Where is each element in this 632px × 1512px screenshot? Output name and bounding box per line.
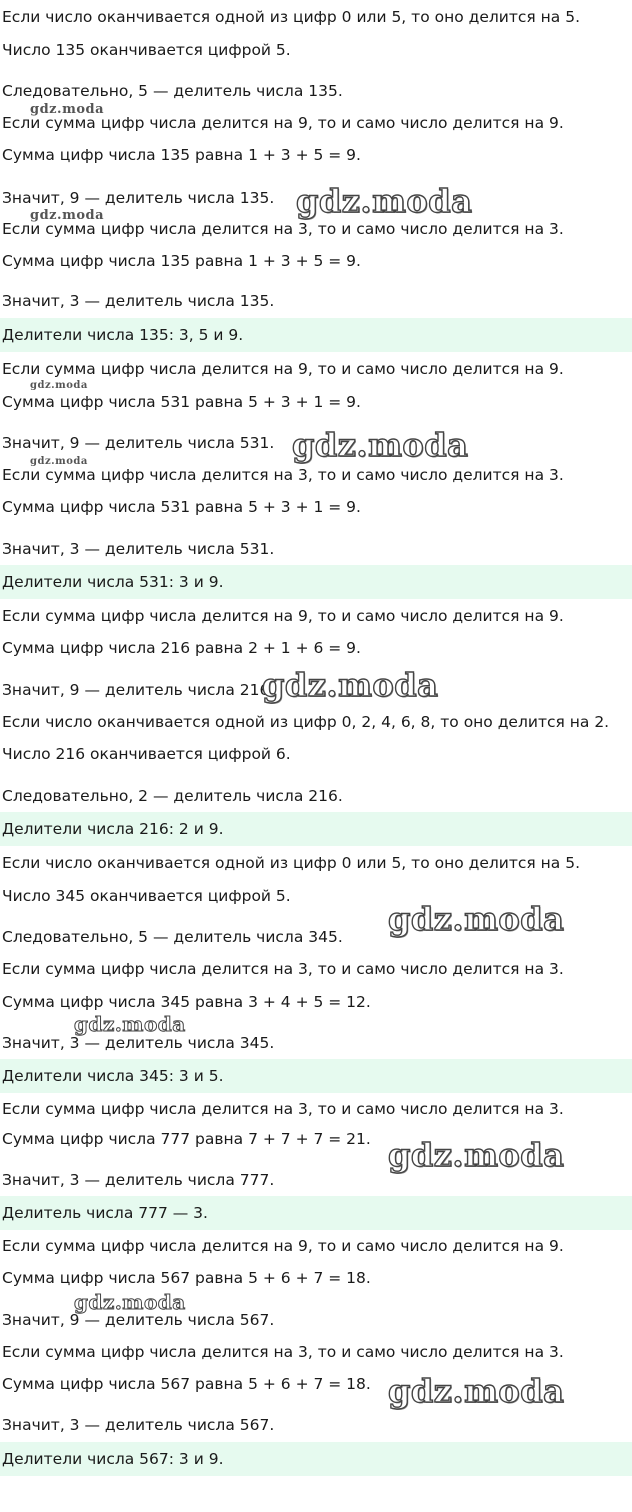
- text-line-23: Число 345 оканчивается цифрой 5.: [2, 887, 291, 905]
- text-line-14: Сумма цифр числа 531 равна 5 + 3 + 1 = 9.: [2, 498, 361, 516]
- highlight-line-6: Делители числа 567: 3 и 9.: [0, 1442, 632, 1476]
- text-line-10: Если сумма цифр числа делится на 9, то и само число делится на 9.: [2, 360, 564, 378]
- watermark-medium: gdz.moda: [74, 1290, 186, 1314]
- text-line-2: Число 135 оканчивается цифрой 5.: [2, 41, 291, 59]
- text-line-34: Если сумма цифр числа делится на 3, то и само число делится на 3.: [2, 1343, 564, 1361]
- watermark-large: gdz.moda: [296, 182, 473, 220]
- text-line-21: Следовательно, 2 — делитель числа 216.: [2, 787, 343, 805]
- text-line-31: Если сумма цифр числа делится на 9, то и само число делится на 9.: [2, 1237, 564, 1255]
- highlight-line-5: Делитель числа 777 — 3.: [0, 1196, 632, 1230]
- watermark-large: gdz.moda: [388, 1372, 565, 1410]
- text-line-1: Если число оканчивается одной из цифр 0 или 5, то оно делится на 5.: [2, 8, 581, 26]
- watermark-tiny: gdz.moda: [30, 380, 88, 391]
- text-line-15: Значит, 3 — делитель числа 531.: [2, 540, 275, 558]
- text-line-30: Значит, 3 — делитель числа 777.: [2, 1171, 275, 1189]
- watermark-small: gdz.moda: [30, 102, 105, 117]
- text-line-7: Если сумма цифр числа делится на 3, то и само число делится на 3.: [2, 220, 564, 238]
- text-line-29: Сумма цифр числа 777 равна 7 + 7 + 7 = 21.: [2, 1130, 371, 1148]
- text-line-4: Если сумма цифр числа делится на 9, то и само число делится на 9.: [2, 114, 564, 132]
- watermark-large: gdz.moda: [388, 1136, 565, 1174]
- text-line-12: Значит, 9 — делитель числа 531.: [2, 434, 275, 452]
- text-line-36: Значит, 3 — делитель числа 567.: [2, 1416, 275, 1434]
- text-line-22: Если число оканчивается одной из цифр 0 или 5, то оно делится на 5.: [2, 854, 581, 872]
- text-line-18: Значит, 9 — делитель числа 216.: [2, 681, 275, 699]
- text-line-27: Значит, 3 — делитель числа 345.: [2, 1034, 275, 1052]
- highlight-line-1: Делители числа 135: 3, 5 и 9.: [0, 318, 632, 352]
- watermark-tiny: gdz.moda: [30, 456, 88, 467]
- text-line-3: Следовательно, 5 — делитель числа 135.: [2, 82, 343, 100]
- watermark-large: gdz.moda: [262, 666, 439, 704]
- text-line-26: Сумма цифр числа 345 равна 3 + 4 + 5 = 12.: [2, 993, 371, 1011]
- text-line-25: Если сумма цифр числа делится на 3, то и само число делится на 3.: [2, 960, 564, 978]
- text-line-13: Если сумма цифр числа делится на 3, то и само число делится на 3.: [2, 466, 564, 484]
- text-line-9: Значит, 3 — делитель числа 135.: [2, 292, 275, 310]
- highlight-line-3: Делители числа 216: 2 и 9.: [0, 812, 632, 846]
- watermark-large: gdz.moda: [292, 426, 469, 464]
- text-line-16: Если сумма цифр числа делится на 9, то и само число делится на 9.: [2, 607, 564, 625]
- text-line-24: Следовательно, 5 — делитель числа 345.: [2, 928, 343, 946]
- text-line-8: Сумма цифр числа 135 равна 1 + 3 + 5 = 9.: [2, 252, 361, 270]
- text-line-11: Сумма цифр числа 531 равна 5 + 3 + 1 = 9.: [2, 393, 361, 411]
- text-line-17: Сумма цифр числа 216 равна 2 + 1 + 6 = 9.: [2, 639, 361, 657]
- text-line-5: Сумма цифр числа 135 равна 1 + 3 + 5 = 9.: [2, 146, 361, 164]
- text-line-20: Число 216 оканчивается цифрой 6.: [2, 745, 291, 763]
- text-line-28: Если сумма цифр числа делится на 3, то и само число делится на 3.: [2, 1100, 564, 1118]
- highlight-line-4: Делители числа 345: 3 и 5.: [0, 1059, 632, 1093]
- text-line-33: Значит, 9 — делитель числа 567.: [2, 1311, 275, 1329]
- watermark-large: gdz.moda: [388, 900, 565, 938]
- text-line-35: Сумма цифр числа 567 равна 5 + 6 + 7 = 18.: [2, 1375, 371, 1393]
- text-line-32: Сумма цифр числа 567 равна 5 + 6 + 7 = 18.: [2, 1269, 371, 1287]
- watermark-small: gdz.moda: [30, 208, 105, 223]
- text-line-19: Если число оканчивается одной из цифр 0, 2, 4, 6, 8, то оно делится на 2.: [2, 713, 610, 731]
- highlight-line-2: Делители числа 531: 3 и 9.: [0, 565, 632, 599]
- watermark-medium: gdz.moda: [74, 1012, 186, 1036]
- text-line-6: Значит, 9 — делитель числа 135.: [2, 189, 275, 207]
